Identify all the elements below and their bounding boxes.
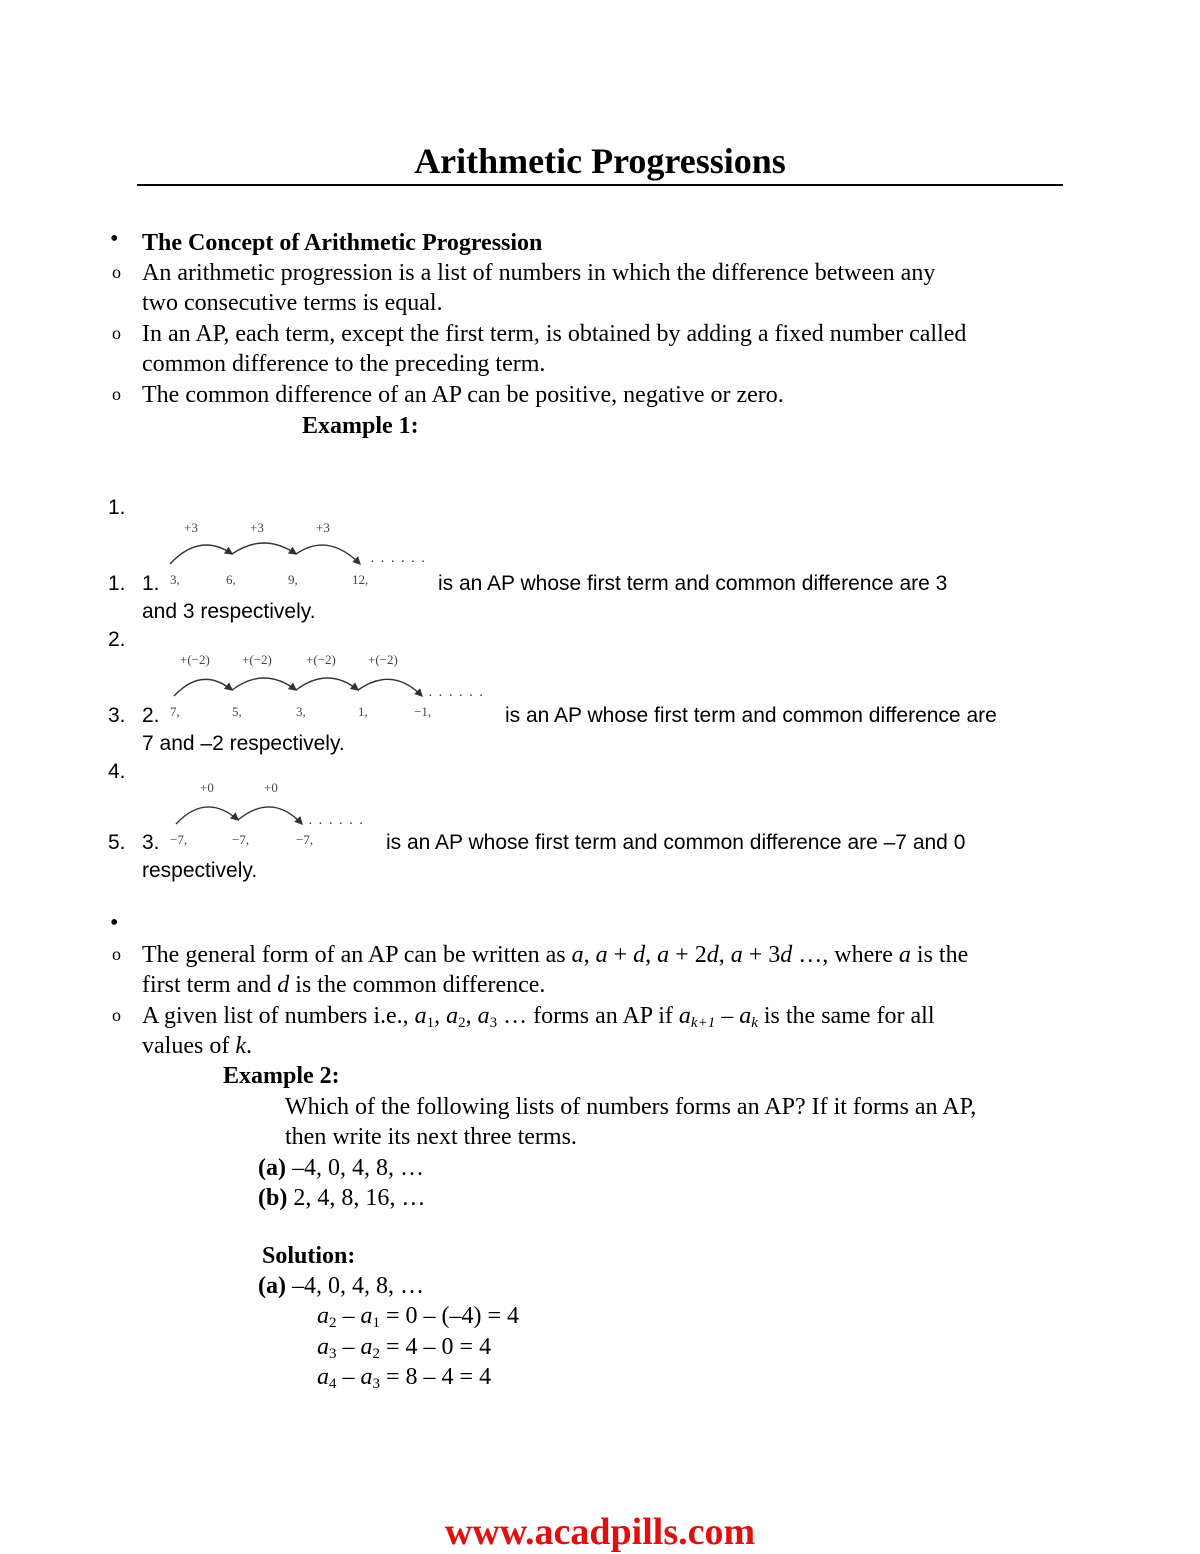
list-number: 4. <box>108 760 126 783</box>
diff-label: +(−2) <box>180 652 210 667</box>
bullet-icon: • <box>110 226 119 252</box>
example2-question-line1: Which of the following lists of numbers forms an AP? If it forms an AP, <box>285 1094 977 1120</box>
solution-label: Solution: <box>262 1243 356 1269</box>
solution-step: $a_3 - a_2 = 4 - 0 = 4$ <box>317 1334 492 1362</box>
solution-step: $a_2 - a_1 = 0 - (-4) = 4$ <box>317 1303 520 1331</box>
circle-bullet-icon: o <box>112 1005 121 1025</box>
example2-option-a: (a) –4, 0, 4, 8, … <box>258 1155 424 1181</box>
list-number: 2. <box>108 628 126 651</box>
term-label: 5, <box>232 704 242 719</box>
diff-label: +0 <box>264 780 278 795</box>
bullet-icon: • <box>110 910 119 936</box>
general-form-line1: The general form of an AP can be written as a, a + d, a + 2d, a + 3d …, where a is the <box>142 942 969 968</box>
page-title: Arithmetic Progressions <box>414 141 786 181</box>
list-number: 3. <box>142 831 160 854</box>
section-heading: The Concept of Arithmetic Progression <box>142 230 543 256</box>
term-label: −7, <box>170 832 188 847</box>
example1-label: Example 1: <box>302 413 419 439</box>
solution-step: $a_4 - a_3 = 8 - 4 = 4$ <box>317 1364 492 1392</box>
ap-definition-line1: An arithmetic progression is a list of numbers in which the difference between any <box>142 260 936 286</box>
diff-label: +(−2) <box>306 652 336 667</box>
term-label: −1, <box>414 704 432 719</box>
list-number: 1. <box>108 572 126 595</box>
example2-label: Example 2: <box>223 1063 340 1089</box>
given-list-line2: values of k. <box>142 1033 252 1059</box>
ellipsis: · · · · · · <box>308 817 365 832</box>
list-number: 1. <box>108 496 126 519</box>
term-label: −7, <box>296 832 314 847</box>
ap-diagram-3 <box>160 778 390 850</box>
diff-label: +0 <box>200 780 214 795</box>
common-difference-note: The common difference of an AP can be positive, negative or zero. <box>142 382 784 408</box>
diff-label: +3 <box>250 520 264 535</box>
circle-bullet-icon: o <box>112 384 121 404</box>
example1-item3-desc: is an AP whose first term and common difference are –7 and 0 <box>386 831 966 854</box>
example1-item2-desc: is an AP whose first term and common difference are <box>505 704 997 727</box>
example2-option-b: (b) 2, 4, 8, 16, … <box>258 1185 426 1211</box>
diff-label: +(−2) <box>242 652 272 667</box>
list-number: 2. <box>142 704 160 727</box>
ellipsis: · · · · · · <box>370 555 427 570</box>
list-number: 1. <box>142 572 160 595</box>
term-label: 12, <box>352 572 369 587</box>
ap-term-line2: common difference to the preceding term. <box>142 351 546 377</box>
term-label: 3, <box>296 704 306 719</box>
term-label: −7, <box>232 832 250 847</box>
diff-label: +3 <box>316 520 330 535</box>
ap-definition-line2: two consecutive terms is equal. <box>142 290 443 316</box>
ap-diagram-2 <box>160 650 510 722</box>
term-label: 7, <box>170 704 180 719</box>
footer-website-link[interactable]: www.acadpills.com <box>444 1511 756 1553</box>
ap-diagram-1 <box>160 518 450 590</box>
ap-term-line1: In an AP, each term, except the first term, is obtained by adding a fixed number called <box>142 321 967 347</box>
given-list-line1: A given list of numbers i.e., $a_1$, $a_2$, $a_3$ … forms an AP if $a_{k+1} - a_k$ is the same for all <box>142 1003 935 1031</box>
circle-bullet-icon: o <box>112 944 121 964</box>
example1-item2-desc2: 7 and –2 respectively. <box>142 732 345 755</box>
example1-item3-desc2: respectively. <box>142 859 258 882</box>
solution-a-list: (a) –4, 0, 4, 8, … <box>258 1273 424 1299</box>
circle-bullet-icon: o <box>112 262 121 282</box>
term-label: 9, <box>288 572 298 587</box>
term-label: 1, <box>358 704 368 719</box>
general-form-line2: first term and d is the common difference. <box>142 972 546 998</box>
ellipsis: · · · · · · <box>428 689 485 704</box>
list-number: 5. <box>108 831 126 854</box>
list-number: 3. <box>108 704 126 727</box>
circle-bullet-icon: o <box>112 323 121 343</box>
term-label: 6, <box>226 572 236 587</box>
term-label: 3, <box>170 572 180 587</box>
example2-question-line2: then write its next three terms. <box>285 1124 577 1150</box>
example1-item1-desc: is an AP whose first term and common difference are 3 <box>438 572 948 595</box>
diff-label: +(−2) <box>368 652 398 667</box>
title-underline <box>137 184 1063 186</box>
example1-item1-desc2: and 3 respectively. <box>142 600 316 623</box>
diff-label: +3 <box>184 520 198 535</box>
